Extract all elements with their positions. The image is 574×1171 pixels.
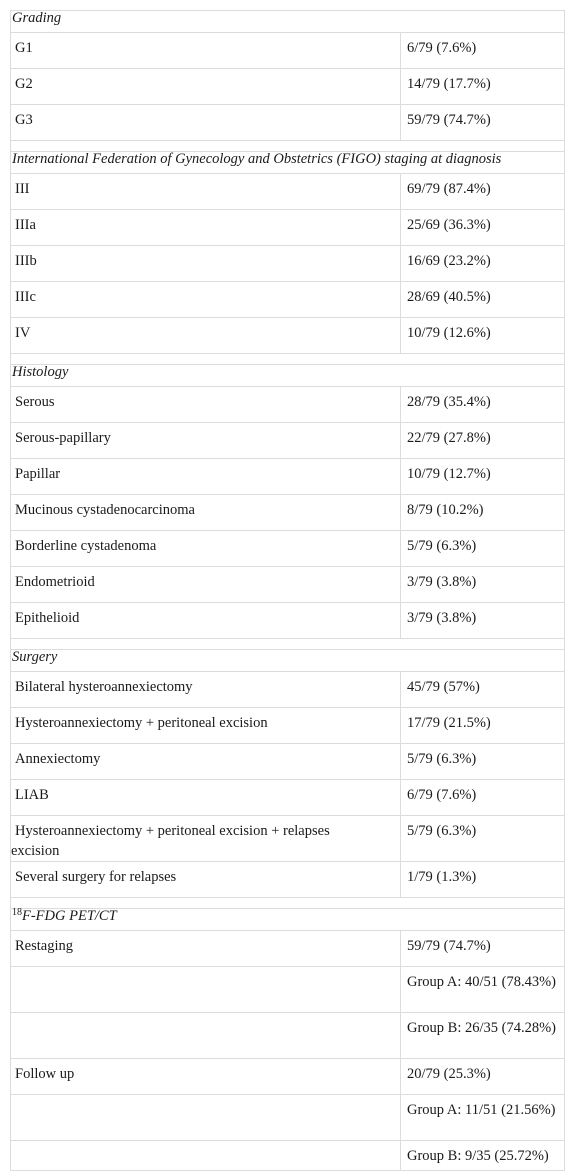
- row-label: LIAB: [11, 780, 401, 816]
- table-row: [11, 567, 565, 603]
- row-label: Follow up: [11, 1059, 401, 1095]
- section-title: [11, 909, 565, 931]
- row-label: Papillar: [11, 459, 401, 495]
- row-value: 20/79 (25.3%): [401, 1059, 565, 1095]
- table-row: [11, 174, 565, 210]
- table-row: [11, 387, 565, 423]
- table-row: [11, 1141, 565, 1171]
- row-value: 28/79 (35.4%): [401, 387, 565, 423]
- table-row: [11, 495, 565, 531]
- row-value: 3/79 (3.8%): [401, 603, 565, 639]
- table-row: [11, 1013, 565, 1059]
- table-row: [11, 708, 565, 744]
- table-row: [11, 423, 565, 459]
- row-value: 6/79 (7.6%): [401, 780, 565, 816]
- table-row: [11, 210, 565, 246]
- table-row: [11, 816, 565, 862]
- table-row: [11, 603, 565, 639]
- row-value: Group B: 26/35 (74.28%): [401, 1013, 565, 1059]
- row-label: Bilateral hysteroannexiectomy: [11, 672, 401, 708]
- row-label: Epithelioid: [11, 603, 401, 639]
- table-row: [11, 967, 565, 1013]
- table-row: [11, 780, 565, 816]
- row-value: 10/79 (12.7%): [401, 459, 565, 495]
- spacer-row: [11, 639, 565, 650]
- row-value: 5/79 (6.3%): [401, 744, 565, 780]
- row-value: 1/79 (1.3%): [401, 862, 565, 898]
- row-value: 14/79 (17.7%): [401, 69, 565, 105]
- row-value: 22/79 (27.8%): [401, 423, 565, 459]
- row-label: IIIb: [11, 246, 401, 282]
- row-value: 59/79 (74.7%): [401, 931, 565, 967]
- spacer-row: [11, 354, 565, 365]
- row-value: Group A: 11/51 (21.56%): [401, 1095, 565, 1141]
- section-title: Grading: [11, 11, 565, 33]
- section-header-histology: [11, 365, 565, 387]
- row-label: G3: [11, 105, 401, 141]
- table-row: [11, 33, 565, 69]
- section-header-surgery: [11, 650, 565, 672]
- row-label: [11, 1095, 401, 1141]
- row-label: III: [11, 174, 401, 210]
- row-value: 5/79 (6.3%): [401, 816, 565, 862]
- row-value: Group B: 9/35 (25.72%): [401, 1141, 565, 1171]
- spacer-row: [11, 141, 565, 152]
- row-label: Annexiectomy: [11, 744, 401, 780]
- row-label: Borderline cystadenoma: [11, 531, 401, 567]
- row-label: Mucinous cystadenocarcinoma: [11, 495, 401, 531]
- table-row: [11, 1095, 565, 1141]
- row-label: Endometrioid: [11, 567, 401, 603]
- row-label: [11, 1013, 401, 1059]
- row-value: 10/79 (12.6%): [401, 318, 565, 354]
- spacer-row: [11, 898, 565, 909]
- table-row: [11, 282, 565, 318]
- row-label-line1: Hysteroannexiectomy + peritoneal excision + relapses: [15, 823, 330, 839]
- row-label: [11, 1141, 401, 1171]
- table-row: [11, 318, 565, 354]
- row-value: 59/79 (74.7%): [401, 105, 565, 141]
- row-label: IV: [11, 318, 401, 354]
- row-label: [11, 967, 401, 1013]
- table-row: [11, 744, 565, 780]
- row-label: Serous-papillary: [11, 423, 401, 459]
- row-label: Restaging: [11, 931, 401, 967]
- section-title: Surgery: [11, 650, 565, 672]
- section-title-text: F-FDG PET/CT: [22, 908, 117, 924]
- section-header-figo: [11, 152, 565, 174]
- row-label: IIIc: [11, 282, 401, 318]
- row-label: [11, 816, 401, 862]
- row-value: 28/69 (40.5%): [401, 282, 565, 318]
- row-value: 6/79 (7.6%): [401, 33, 565, 69]
- table-row: [11, 1059, 565, 1095]
- section-title: Histology: [11, 365, 565, 387]
- table-row: [11, 862, 565, 898]
- row-value: 45/79 (57%): [401, 672, 565, 708]
- row-value: 3/79 (3.8%): [401, 567, 565, 603]
- section-header-grading: [11, 11, 565, 33]
- row-label: IIIa: [11, 210, 401, 246]
- row-label: G1: [11, 33, 401, 69]
- row-value: 69/79 (87.4%): [401, 174, 565, 210]
- row-label: G2: [11, 69, 401, 105]
- row-value: Group A: 40/51 (78.43%): [401, 967, 565, 1013]
- row-label: Hysteroannexiectomy + peritoneal excision: [11, 708, 401, 744]
- table-row: [11, 931, 565, 967]
- row-label: Several surgery for relapses: [11, 862, 401, 898]
- row-label: Serous: [11, 387, 401, 423]
- table-row: [11, 246, 565, 282]
- row-value: 25/69 (36.3%): [401, 210, 565, 246]
- superscript-isotope: 18: [12, 907, 22, 918]
- table-row: [11, 105, 565, 141]
- section-title: International Federation of Gynecology and Obstetrics (FIGO) staging at diagnosis: [11, 152, 565, 174]
- patient-characteristics-table: [10, 10, 565, 1171]
- section-header-pet: [11, 909, 565, 931]
- row-value: 5/79 (6.3%): [401, 531, 565, 567]
- table-row: [11, 531, 565, 567]
- table-row: [11, 69, 565, 105]
- row-value: 8/79 (10.2%): [401, 495, 565, 531]
- row-value: 17/79 (21.5%): [401, 708, 565, 744]
- table-row: [11, 672, 565, 708]
- row-value: 16/69 (23.2%): [401, 246, 565, 282]
- table-row: [11, 459, 565, 495]
- row-label-line2: excision: [11, 843, 60, 859]
